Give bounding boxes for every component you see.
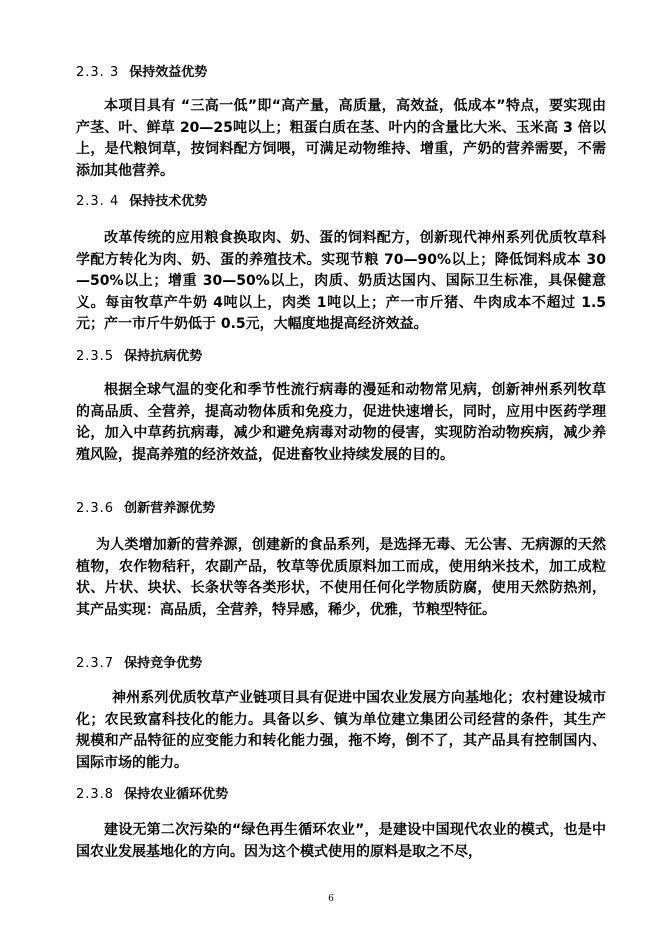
section-title: 保持效益优势 bbox=[129, 65, 208, 80]
section-heading-2-3-6 bbox=[76, 500, 215, 518]
section-title: 创新营养源优势 bbox=[124, 501, 216, 516]
section-paragraph-2-3-7: 神州系列优质牧草产业链项目具有促进中国农业发展方向基地化；农村建设城市化；农民致富科技化的能力。具备以乡、镇为单位建立集团公司经营的条件，其生产规模和产品特征的应变能力和转化能力强，拖不垮，倒不了，其产品具有控制国内、国际市场的能力。 bbox=[76, 690, 606, 771]
section-title: 保持技术优势 bbox=[129, 194, 208, 209]
section-paragraph-2-3-8: 建设无第二次污染的“绿色再生循环农业”，是建设中国现代农业的模式，也是中国农业发展基地化的方向。因为这个模式使用的原料是取之不尽， bbox=[76, 822, 606, 860]
section-paragraph-2-3-5: 根据全球气温的变化和季节性流行病毒的漫延和动物常见病，创新神州系列牧草的高品质、全营养，提高动物体质和免疫力，促进快速增长，同时，应用中医药学理论，加入中草药抗病毒，减少和避免病毒对动物的侵害，实现防治动物疾病，减少养殖风险，提高养殖的经济效益，促进畜牧业持续发展的目的。 bbox=[76, 382, 606, 463]
section-paragraph-2-3-6: 为人类增加新的营养源，创建新的食品系列，是选择无毒、无公害、无病源的天然植物，农作物秸秆，农副产品，牧草等优质原料加工而成，使用纳米技术，加工成粒状、片状、块状、长条状等各类形状，不使用任何化学物质防腐，使用天然防热剂，其产品实现：高品质，全营养，特异感，稀少，优雅，节粮型特征。 bbox=[76, 537, 606, 618]
section-heading-2-3-5 bbox=[76, 348, 202, 366]
section-number: 2.3.7 bbox=[76, 656, 115, 671]
section-title: 保持农业循环优势 bbox=[124, 787, 229, 802]
section-heading-2-3-8 bbox=[76, 786, 228, 804]
section-number: 2.3.6 bbox=[76, 501, 115, 516]
section-number: 2.3. 3 bbox=[76, 65, 120, 80]
section-number: 2.3.8 bbox=[76, 787, 115, 802]
section-heading-2-3-3 bbox=[76, 64, 207, 82]
section-number: 2.3.5 bbox=[76, 349, 115, 364]
section-paragraph-2-3-3: 本项目具有 “三高一低”即“高产量，高质量，高效益，低成本”特点，要实现由产茎、叶、鲜草 20—25吨以上；粗蛋白质在茎、叶内的含量比大米、玉米高 3 倍以上，是代粮饲草，按饲料配方饲喂，可满足动物维持、增重，产奶的营养需要，不需添加其他营养。 bbox=[76, 98, 606, 179]
section-heading-2-3-7 bbox=[76, 655, 202, 673]
section-paragraph-2-3-4: 改革传统的应用粮食换取肉、奶、蛋的饲料配方，创新现代神州系列优质牧草科学配方转化为肉、奶、蛋的养殖技术。实现节粮 70—90%以上；降低饲料成本 30—50%以上；增重 30—50%以上，肉质、奶质达国内、国际卫生标准，具保健意义。每亩牧草产牛奶 4吨以上，肉类 1吨以上；产一市斤猪、牛肉成本不超过 1.5元；产一市斤牛奶低于 0.5元，大幅度地提高经济效益。 bbox=[76, 230, 606, 333]
section-number: 2.3. 4 bbox=[76, 194, 120, 209]
page-number: 6 bbox=[328, 894, 334, 904]
section-title: 保持抗病优势 bbox=[124, 349, 203, 364]
section-title: 保持竞争优势 bbox=[124, 656, 203, 671]
section-heading-2-3-4 bbox=[76, 193, 207, 211]
